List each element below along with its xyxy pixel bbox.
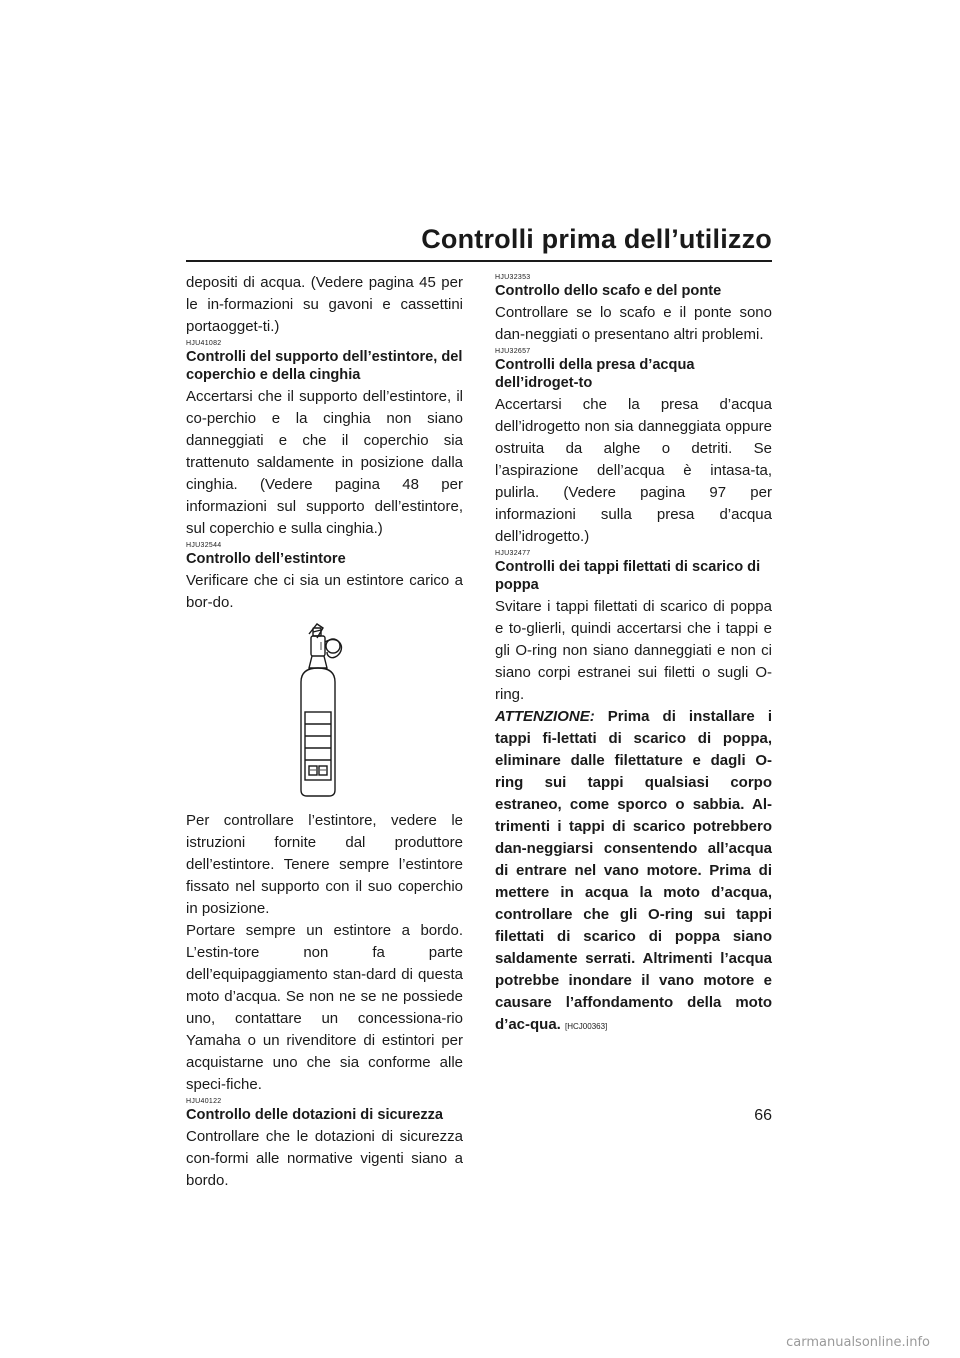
section-code: HJU40122 bbox=[186, 1098, 222, 1105]
page-number: 66 bbox=[754, 1107, 772, 1124]
watermark: carmanualsonline.info bbox=[786, 1335, 930, 1350]
section-heading: Controlli della presa d’acqua dell’idroget-to bbox=[495, 357, 695, 391]
body-paragraph: Portare sempre un estintore a bordo. L’estin-tore non fa parte dell’equipaggiamento stan-dard di questa moto d’acqua. Se non ne se ne possiede uno, contattare un concessiona-rio Yamaha o un rivenditore di estintori per acquistarne uno che sia conforme alle speci-fiche. bbox=[186, 922, 463, 1093]
section-code: HJU32544 bbox=[186, 542, 222, 549]
section-code: HJU32657 bbox=[495, 348, 531, 355]
caution-label: ATTENZIONE: bbox=[495, 708, 595, 725]
section-body: Svitare i tappi filettati di scarico di poppa e to-glierli, quindi accertarsi che i tappi e gli O-ring non siano danneggiati e non ci siano corpi estranei sui filetti o sugli O-ring. bbox=[495, 598, 772, 703]
right-column bbox=[495, 272, 772, 1038]
section-body: Accertarsi che la presa d’acqua dell’idrogetto non sia danneggiata oppure ostruita da alghe o detriti. Se l’aspirazione dell’acqua è intasa-ta, pulirla. (Vedere pagina 97 per informazioni sulla presa d’acqua dell’idrogetto.) bbox=[495, 396, 772, 545]
caution-notice bbox=[495, 706, 772, 1038]
section-heading: Controllo dell’estintore bbox=[186, 551, 346, 567]
section-body: Verificare che ci sia un estintore carico a bor-do. bbox=[186, 572, 463, 611]
section-body: Controllare che le dotazioni di sicurezza con-formi alle normative vigenti siano a bordo. bbox=[186, 1128, 463, 1189]
page-title: Controlli prima dell’utilizzo bbox=[421, 224, 772, 254]
section-heading: Controllo dello scafo e del ponte bbox=[495, 283, 722, 299]
section-heading: Controllo delle dotazioni di sicurezza bbox=[186, 1107, 444, 1123]
section-heading: Controlli del supporto dell’estintore, del coperchio e della cinghia bbox=[186, 349, 463, 383]
section-body: Controllare se lo scafo e il ponte sono dan-neggiati o presentano altri problemi. bbox=[495, 304, 772, 343]
section-code: HJU32477 bbox=[495, 550, 531, 557]
header-rule bbox=[186, 260, 772, 262]
caution-text: Prima di installare i tappi fi-lettati di scarico di poppa, eliminare dalle filettature e dagli O-ring sui tappi qualsiasi corpo estraneo, come sporco o sabbia. Al-trimenti i tappi di scarico potrebbero dan-neggiarsi consentendo all’acqua di entrare nel vano motore. Prima di mettere in acqua la moto d’acqua, controllare che gli O-ring sui tappi filettati di scarico di poppa siano saldamente serrati. Altrimenti l’acqua potrebbe inondare il vano motore e causare l’affondamento della moto d’ac-qua. bbox=[495, 708, 772, 1033]
left-column bbox=[186, 272, 463, 1192]
section-code: HJU32353 bbox=[495, 274, 531, 281]
caution-code: [HCJ00363] bbox=[565, 1022, 608, 1031]
section-body: Accertarsi che il supporto dell’estintore, il co-perchio e la cinghia non siano danneggiati e che il coperchio sia trattenuto saldamente in posizione dalla cinghia. (Vedere pagina 48 per informazioni sul supporto dell’estintore, sul coperchio e sulla cinghia.) bbox=[186, 388, 463, 537]
fire-extinguisher-icon bbox=[291, 620, 361, 802]
body-paragraph: Per controllare l’estintore, vedere le istruzioni fornite dal produttore dell’estintore. Tenere sempre l’estintore fissato nel supporto con il suo coperchio in posizione. bbox=[186, 812, 463, 917]
section-code: HJU41082 bbox=[186, 340, 222, 347]
fire-extinguisher-figure bbox=[186, 620, 463, 802]
intro-text: depositi di acqua. (Vedere pagina 45 per le in-formazioni su gavoni e cassettini portaogget-ti.) bbox=[186, 274, 463, 335]
section-heading: Controlli dei tappi filettati di scarico di poppa bbox=[495, 559, 761, 593]
